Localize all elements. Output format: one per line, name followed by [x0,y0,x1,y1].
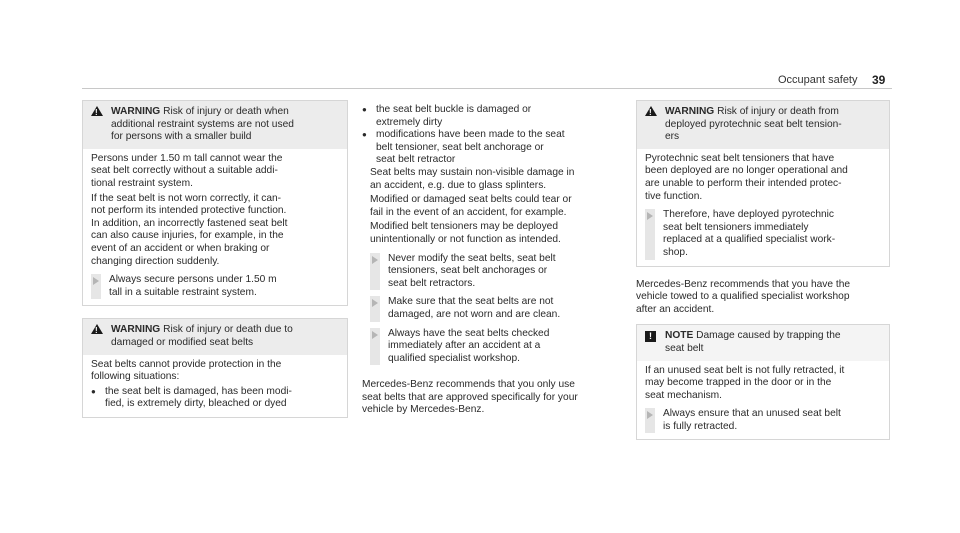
paragraph: Pyrotechnic seat belt tensioners that have been deployed are no longer operational and are unable to perform their intended protec- tive function. [645,152,848,202]
warning-label: WARNING [111,106,161,117]
warning-box-restraint [82,100,348,306]
warning-title-line: ers [665,131,680,143]
paragraph: Seat belts may sustain non-visible damage in an accident, e.g. due to glass splinters. [370,166,575,191]
warning-title-line: deployed pyrotechnic seat belt tension- [665,118,842,130]
paragraph: Persons under 1.50 m tall cannot wear the seat belt correctly without a suitable addi- tional restraint system. [91,152,283,189]
bullet-item: ● the seat belt buckle is damaged or extremely dirty [362,104,532,128]
arrow-right-icon [647,212,653,220]
note-box-trapping [636,324,890,440]
page-number: 39 [872,73,886,87]
warning-title: Risk of injury or death due to [163,324,293,336]
warning-label: WARNING [665,106,715,117]
arrow-right-icon [647,411,653,419]
paragraph: Modified or damaged seat belts could tear or fail in the event of an accident, for example. [370,194,572,218]
warning-triangle-icon [645,106,657,116]
paragraph: Modified belt tensioners may be deployed unintentionally or not function as intended. [370,221,561,245]
bullet-icon: ● [91,386,96,396]
instruction-step: Always ensure that an unused seat belt is fully retracted. [645,408,881,433]
instruction-step: Always have the seat belts checked immediately after an accident at a qualified specialist workshop. [370,328,622,366]
warning-header [83,319,347,354]
instruction-step: Never modify the seat belts, seat belt tensioners, seat belt anchorages or seat belt retractors. [370,253,622,291]
warning-triangle-icon [91,324,103,334]
paragraph: If an unused seat belt is not fully retracted, it may become trapped in the door or in the seat mechanism. [645,364,845,401]
warning-triangle-icon [91,106,103,116]
warning-header [637,101,889,149]
column-3 [636,100,890,440]
note-title: Damage caused by trapping the [696,330,841,342]
bullet-icon: ● [362,130,367,140]
paragraph: Seat belts cannot provide protection in the following situations: [91,358,282,383]
instruction-step: Always secure persons under 1.50 m tall in a suitable restraint system. [91,274,339,299]
warning-box-pyrotechnic [636,100,890,267]
bullet-item: ● modifications have been made to the seat belt tensioner, seat belt anchorage or seat belt retractor [362,129,565,166]
warning-header [83,101,347,149]
arrow-right-icon [93,277,99,285]
paragraph: Mercedes-Benz recommends that you only use seat belts that are approved specifically for your vehicle by Mercedes-Benz. [362,379,578,416]
instruction-step: Therefore, have deployed pyrotechnic seat belt tensioners immediately replaced at a qualified specialist work- shop. [645,209,881,259]
warning-label: WARNING [111,324,161,336]
section-title: Occupant safety [778,74,858,86]
note-header [637,325,889,360]
column-1 [82,100,348,418]
paragraph: If the seat belt is not worn correctly, it can- not perform its intended protective function. In addition, an incorrectly fastened seat belt can also cause injuries, for example, in the event of an accident or when braking or changing direction suddenly. [91,192,288,267]
warning-box-damaged-belts [82,318,348,418]
note-title-line: seat belt [665,342,704,354]
warning-title-line: additional restraint systems are not used [111,118,294,130]
warning-title: Risk of injury or death when [163,106,289,117]
column-2 [362,104,622,419]
note-label: NOTE [665,330,694,342]
bullet-item: ● the seat belt is damaged, has been modi- fied, is extremely dirty, bleached or dyed [91,385,292,410]
header-rule [82,88,892,89]
warning-title: Risk of injury or death from [717,106,839,117]
arrow-right-icon [372,299,378,307]
warning-title-line: for persons with a smaller build [111,131,252,143]
warning-title-line: damaged or modified seat belts [111,336,254,348]
note-exclamation-icon: ! [645,331,656,342]
paragraph: Mercedes-Benz recommends that you have the vehicle towed to a qualified specialist workshop after an accident. [636,278,851,315]
bullet-icon: ● [362,105,367,114]
arrow-right-icon [372,256,378,264]
arrow-right-icon [372,331,378,339]
instruction-step: Make sure that the seat belts are not damaged, are not worn and are clean. [370,296,622,321]
